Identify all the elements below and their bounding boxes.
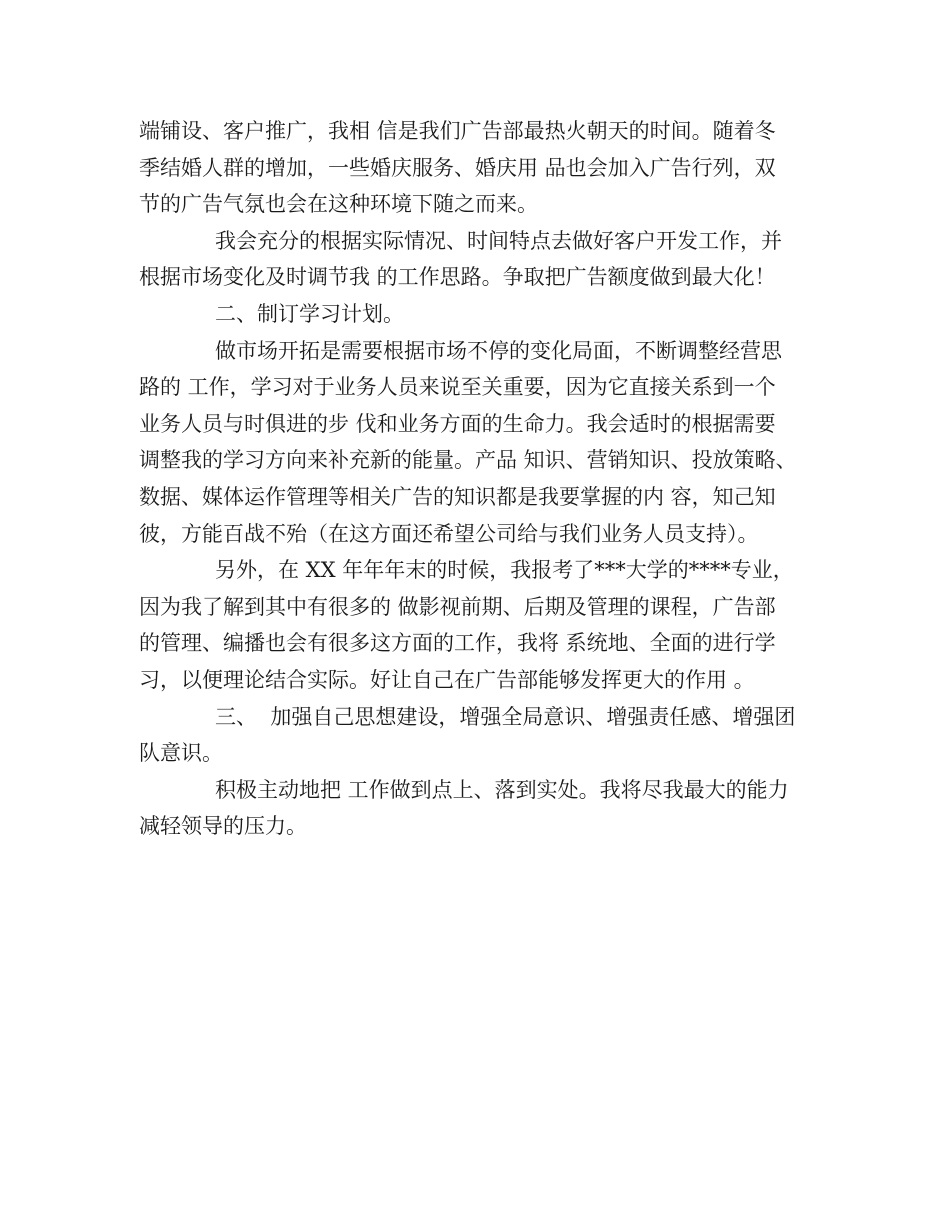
text-line: 我会充分的根据实际情况、时间特点去做好客户开发工作，并 (215, 228, 782, 253)
document-body (139, 113, 829, 845)
text-line: 的管理、编播也会有很多这方面的工作，我将 系统地、全面的进行学 (139, 631, 776, 656)
text-line: 路的 工作，学习对于业务人员来说至关重要，因为它直接关系到一个 (139, 375, 776, 400)
text-line: 做市场开拓是需要根据市场不停的变化局面，不断调整经营思 (215, 338, 782, 363)
text-line: 根据市场变化及时调节我 的工作思路。争取把广告额度做到最大化！ (139, 265, 776, 290)
text-line: 季结婚人群的增加，一些婚庆服务、婚庆用 品也会加入广告行列，双 (139, 155, 776, 180)
text-line: 调整我的学习方向来补充新的能量。产品 知识、营销知识、投放策略、 (139, 448, 797, 473)
text-line: 节的广告气氛也会在这种环境下随之而来。 (139, 192, 538, 217)
section-heading: 三、 加强自己思想建设，增强全局意识、增强责任感、增强团 (215, 704, 796, 729)
text-line: 彼，方能百战不殆（在这方面还希望公司给与我们业务人员支持）。 (139, 521, 759, 546)
text-line: 数据、媒体运作管理等相关广告的知识都是我要掌握的内 容，知己知 (139, 484, 776, 509)
text-line: 习，以便理论结合实际。好让自己在广告部能够发挥更大的作用 。 (139, 667, 755, 692)
text-line: 积极主动地把 工作做到点上、落到实处。我将尽我最大的能力 (215, 777, 789, 802)
section-heading: 二、制订学习计划。 (215, 301, 404, 326)
text-line: 因为我了解到其中有很多的 做影视前期、后期及管理的课程，广告部 (139, 594, 776, 619)
text-line: 另外，在 XX 年年年末的时候，我报考了***大学的****专业， (215, 558, 794, 583)
text-line: 队意识。 (139, 741, 223, 766)
text-line: 端铺设、客户推广，我相 信是我们广告部最热火朝天的时间。随着冬 (139, 119, 776, 143)
text-line: 减轻领导的压力。 (139, 814, 307, 839)
text-line: 业务人员与时俱进的步 伐和业务方面的生命力。我会适时的根据需要 (139, 411, 776, 436)
